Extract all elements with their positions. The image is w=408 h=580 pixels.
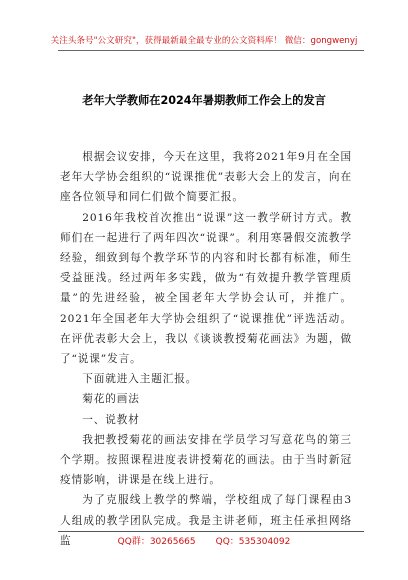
header-banner: 关注头条号"公文研究"，获得最新最全最专业的公文资料库！ 微信：gongwenyj (50, 36, 358, 46)
header-divider (58, 50, 364, 51)
footer-qq-contact: QQ：535304092 (215, 537, 291, 547)
footer-qq-group: QQ群：30265665 (117, 537, 196, 547)
footer (0, 534, 408, 547)
paragraph-teaching-material: 我把教授菊花的画法安排在学员学习写意花鸟的第三个学期。按照课程进度表讲授菊花的画法。由于当时新冠疫情影响，讲课是在线上进行。 (60, 433, 352, 487)
section-heading: 菊花的画法 (82, 393, 140, 406)
paragraph-teaching-team: 为了克服线上教学的弊端，学校组成了每门课程由3人组成的教学团队完成。我是主讲老师，班主任承担网络监 (60, 494, 352, 547)
subsection-heading: 一、说教材 (82, 413, 140, 426)
paragraph-intro: 根据会议安排，今天在这里，我将2021年9月在全国老年大学协会组织的“说课推优”表彰大会上的发言，向在座各位领导和同仁们做个简要汇报。 (60, 151, 352, 204)
document-title: 老年大学教师在2024年暑期教师工作会上的发言 (82, 94, 326, 107)
footer-divider (58, 531, 364, 532)
paragraph-background: 2016年我校首次推出“说课”这一教学研讨方式。教师们在一起进行了两年四次“说课”。利用寒暑假交流教学经验，细致到每个教学环节的内容和时长都有标准，师生受益匪浅。经过两年多实践，做为“有效提升教学管理质量”的先进经验，被全国老年大学协会认可，并推广。2021年全国老年大学协会组织了“说课推优”评选活动。在评优表彰大会上，我以《谈谈教授菊花画法》为题，做了“说课”发言。 (60, 211, 352, 366)
paragraph-transition: 下面就进入主题汇报。 (82, 373, 198, 386)
document-body (60, 147, 352, 551)
